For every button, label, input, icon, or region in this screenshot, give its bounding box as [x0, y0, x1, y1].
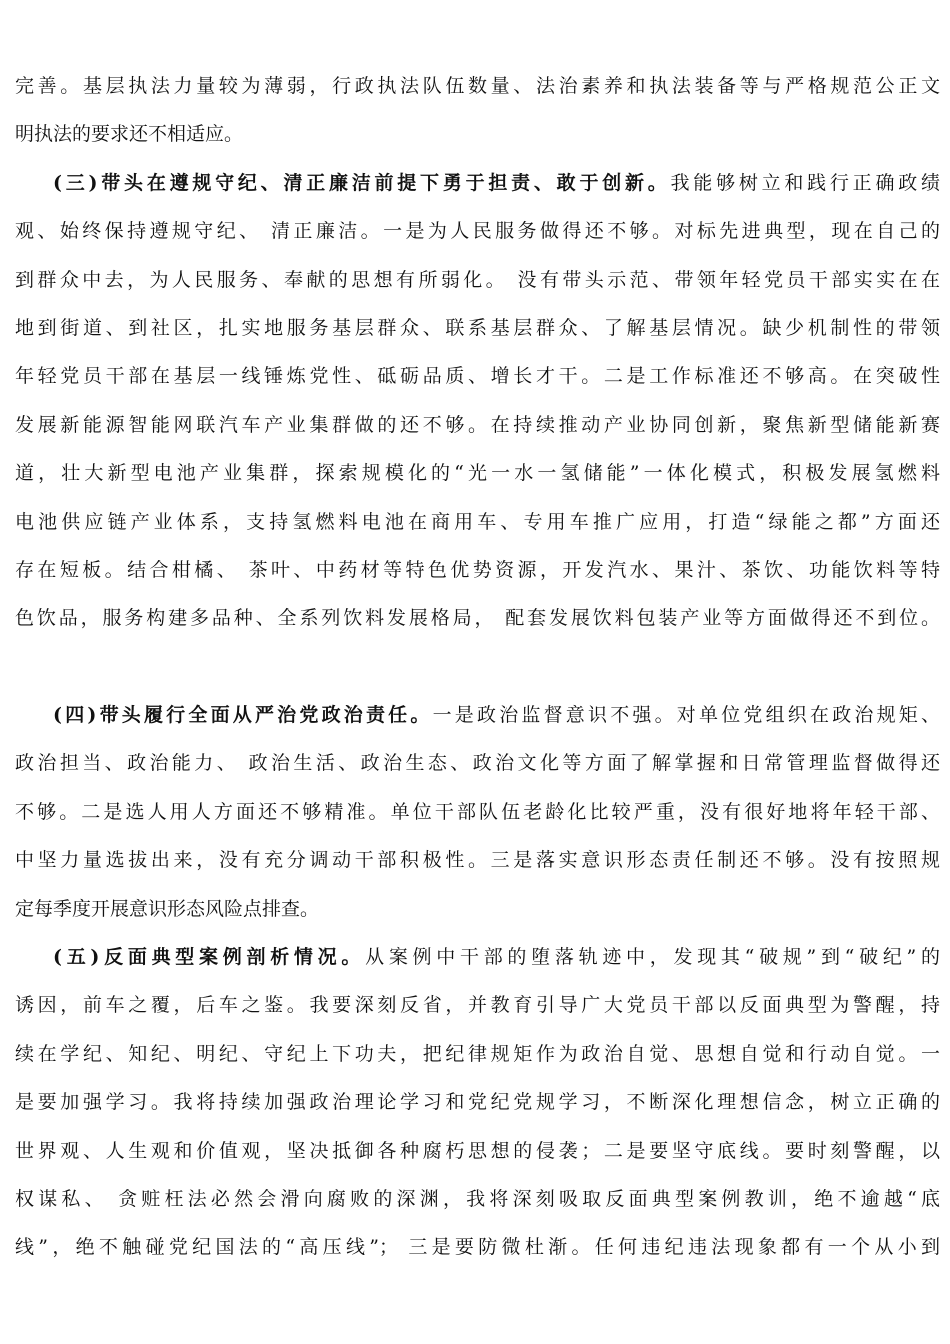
text-line: 权谋私、 贪赃枉法必然会滑向腐败的深渊，我将深刻吸取反面典型案例教训，绝不逾越“底: [15, 1187, 940, 1210]
paragraph-gap: [15, 643, 940, 691]
paragraph-section-5: [15, 933, 940, 1272]
text-run: 我能够树立和践行正确政绩: [670, 171, 940, 194]
text-line: 到群众中去，为人民服务、奉献的思想有所弱化。 没有带头示范、带领年轻党员干部实实在在: [15, 268, 940, 291]
paragraph-continuation: [15, 62, 940, 159]
paragraph-first-line: [15, 691, 940, 739]
text-line: 年轻党员干部在基层一线锤炼党性、砥砺品质、增长才干。二是工作标准还不够高。在突破性: [15, 365, 940, 388]
paragraph-first-line: [15, 159, 940, 207]
text-line: 定每季度开展意识形态风险点排查。: [15, 897, 320, 920]
text-line: 色饮品，服务构建多品种、全系列饮料发展格局， 配套发展饮料包装产业等方面做得还不到位。: [15, 607, 940, 630]
text-line: 政治担当、政治能力、 政治生活、政治生态、政治文化等方面了解掌握和日常管理监督做得还: [15, 752, 940, 775]
text-line: 地到街道、到社区，扎实地服务基层群众、联系基层群众、了解基层情况。缺少机制性的带领: [15, 316, 940, 339]
text-line: 道，壮大新型电池产业集群，探索规模化的“光一水一氢储能”一体化模式，积极发展氢燃料: [15, 462, 940, 485]
section-heading: (四)带头履行全面从严治党政治责任。: [53, 704, 433, 727]
text-run: 从案例中干部的堕落轨迹中，发现其“破规”到“破纪”的: [365, 946, 940, 969]
text-line: 明执法的要求还不相适应。: [15, 123, 244, 146]
paragraph-section-4: [15, 691, 940, 933]
document-page: [15, 62, 940, 1272]
text-line: 续在学纪、知纪、明纪、守纪上下功夫，把纪律规矩作为政治自觉、思想自觉和行动自觉。一: [15, 1042, 940, 1065]
paragraph-first-line: [15, 933, 940, 981]
text-line: 是要加强学习。我将持续加强政治理论学习和党纪党规学习，不断深化理想信念，树立正确的: [15, 1091, 940, 1114]
text-line: 线”，绝不触碰党纪国法的“高压线”； 三是要防微杜渐。任何违纪违法现象都有一个从小到: [15, 1236, 940, 1259]
text-line: 不够。二是选人用人方面还不够精准。单位干部队伍老龄化比较严重，没有很好地将年轻干部、: [15, 800, 940, 823]
text-line: 完善。基层执法力量较为薄弱，行政执法队伍数量、法治素养和执法装备等与严格规范公正文: [15, 75, 940, 97]
text-line: 发展新能源智能网联汽车产业集群做的还不够。在持续推动产业协同创新，聚焦新型储能新赛: [15, 413, 940, 436]
text-line: 世界观、人生观和价值观，坚决抵御各种腐朽思想的侵袭；二是要坚守底线。要时刻警醒，以: [15, 1139, 940, 1162]
paragraph-section-3: [15, 159, 940, 643]
text-line: 观、始终保持遵规守纪、 清正廉洁。一是为人民服务做得还不够。对标先进典型，现在自己的: [15, 220, 940, 243]
text-line: 中坚力量选拔出来，没有充分调动干部积极性。三是落实意识形态责任制还不够。没有按照规: [15, 849, 940, 872]
text-line: 电池供应链产业体系，支持氢燃料电池在商用车、专用车推广应用，打造“绿能之都”方面还: [15, 510, 940, 533]
text-run: 一是政治监督意识不强。对单位党组织在政治规矩、: [432, 704, 940, 727]
section-heading: (五)反面典型案例剖析情况。: [53, 946, 366, 969]
text-line: 诱因，前车之覆，后车之鉴。我要深刻反省，并教育引导广大党员干部以反面典型为警醒，持: [15, 994, 940, 1017]
section-heading: (三)带头在遵规守纪、清正廉洁前提下勇于担责、敢于创新。: [53, 171, 671, 194]
text-line: 存在短板。结合柑橘、 茶叶、中药材等特色优势资源，开发汽水、果汁、茶饮、功能饮料等特: [15, 558, 940, 581]
